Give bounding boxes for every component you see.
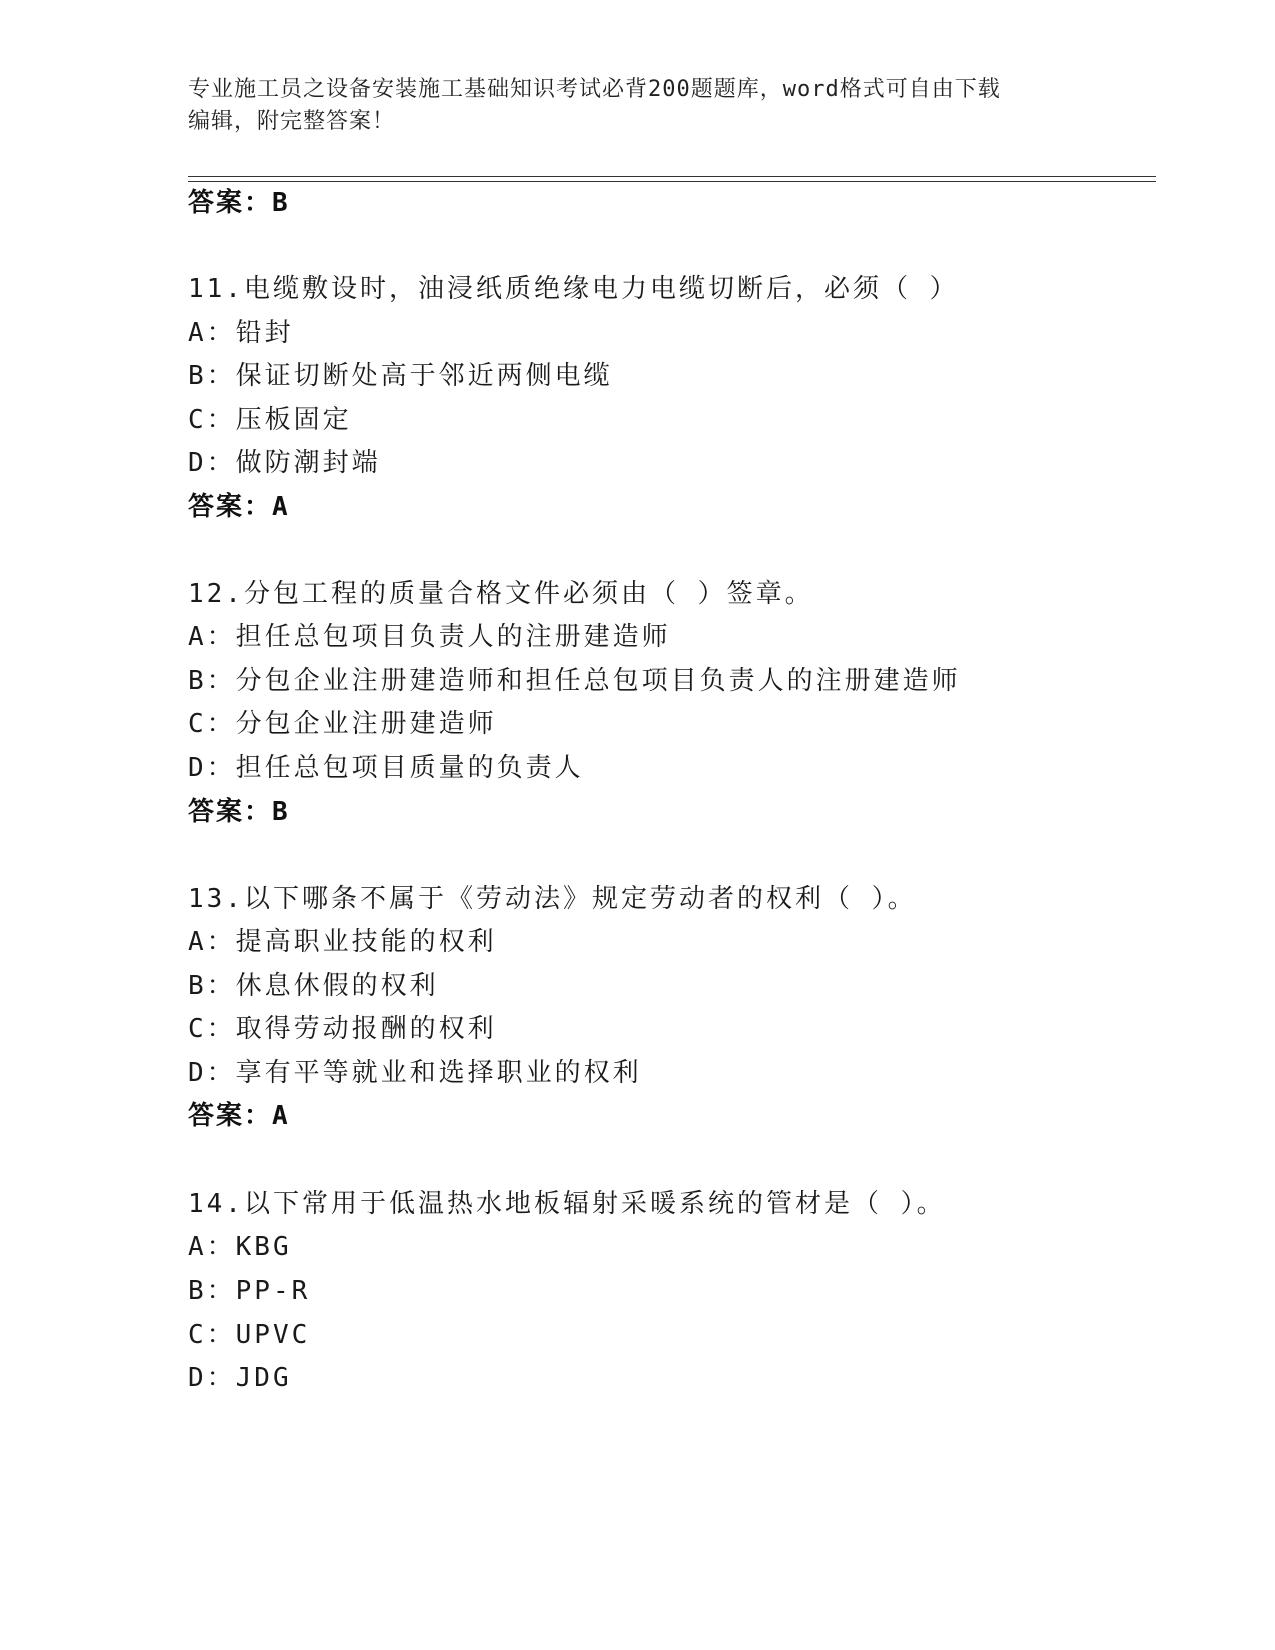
question-14 (188, 1187, 946, 1221)
answer-q13: 答案：A (188, 1101, 290, 1131)
answer-q10: 答案：B (188, 188, 290, 218)
option-12-d: D：担任总包项目质量的负责人 (188, 753, 584, 783)
answer-q11: 答案：A (188, 492, 290, 522)
answer-q12: 答案：B (188, 797, 290, 827)
header-title-line2: 编辑，附完整答案！ (188, 109, 396, 134)
option-13-d: D：享有平等就业和选择职业的权利 (188, 1058, 642, 1088)
option-14-c: C：UPVC (188, 1320, 311, 1350)
option-13-c: C：取得劳动报酬的权利 (188, 1014, 497, 1044)
question-number: 13. (188, 884, 244, 914)
question-text: 以下常用于低温热水地板辐射采暖系统的管材是（ ）。 (243, 1189, 946, 1219)
option-13-b: B：休息休假的权利 (188, 971, 439, 1001)
question-number: 14. (188, 1189, 244, 1219)
option-11-b: B：保证切断处高于邻近两侧电缆 (188, 361, 613, 391)
question-text: 以下哪条不属于《劳动法》规定劳动者的权利（ ）。 (243, 884, 917, 914)
option-14-a: A：KBG (188, 1232, 292, 1262)
question-13 (188, 882, 917, 916)
option-12-c: C：分包企业注册建造师 (188, 709, 497, 739)
question-number: 11. (188, 274, 244, 304)
question-number: 12. (188, 579, 244, 609)
question-12 (188, 577, 814, 611)
option-12-b: B：分包企业注册建造师和担任总包项目负责人的注册建造师 (188, 666, 961, 696)
option-11-d: D：做防潮封端 (188, 448, 381, 478)
option-14-b: B：PP-R (188, 1276, 311, 1306)
option-12-a: A：担任总包项目负责人的注册建造师 (188, 622, 671, 652)
question-text: 电缆敷设时，油浸纸质绝缘电力电缆切断后，必须（ ） (243, 274, 959, 304)
question-text: 分包工程的质量合格文件必须由（ ）签章。 (243, 579, 814, 609)
question-11 (188, 272, 959, 306)
option-11-a: A：铅封 (188, 318, 294, 348)
header-divider (188, 176, 1156, 182)
option-13-a: A：提高职业技能的权利 (188, 927, 497, 957)
header-title-line1: 专业施工员之设备安装施工基础知识考试必背200题题库，word格式可自由下载 (188, 77, 1001, 102)
option-11-c: C：压板固定 (188, 405, 352, 435)
option-14-d: D：JDG (188, 1363, 292, 1393)
document-header (188, 74, 1088, 138)
